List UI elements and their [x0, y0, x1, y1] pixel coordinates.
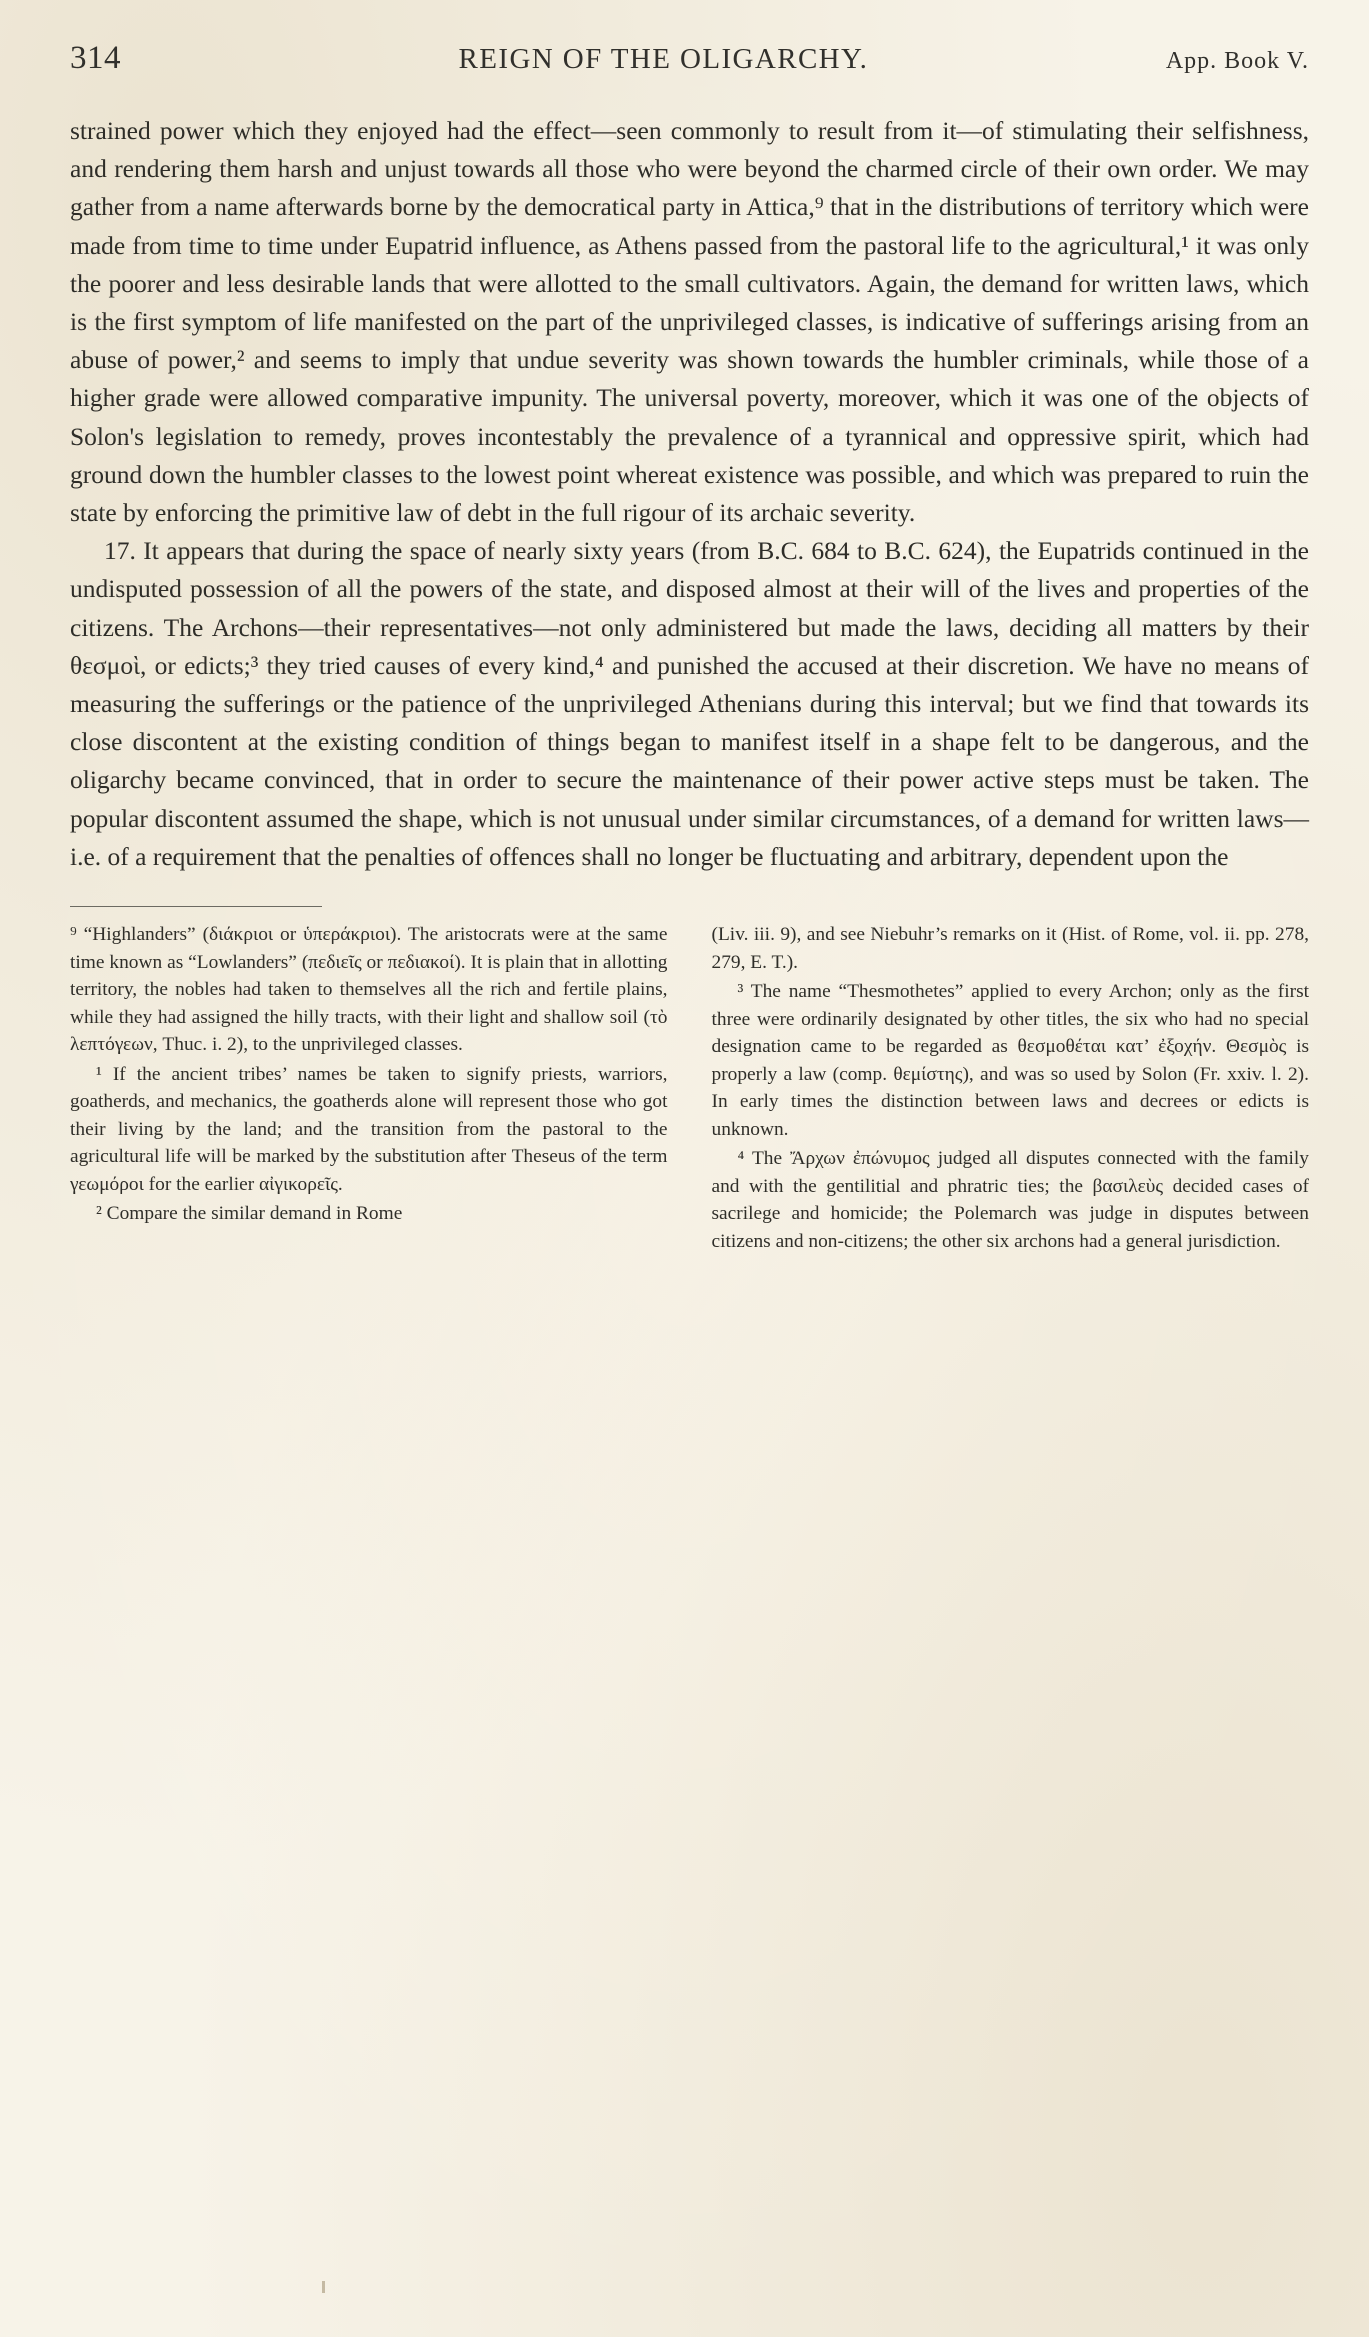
footnote-2-cont: (Liv. iii. 9), and see Niebuhr’s remarks on it (Hist. of Rome, vol. ii. pp. 278, 279, E. T.). [711, 924, 1309, 973]
footnote-rule [70, 906, 322, 907]
page-number: 314 [70, 40, 121, 76]
running-reference: App. Book V. [1165, 48, 1309, 74]
footnote-9: ⁹ “Highlanders” (διάκριοι or ὑπεράκριοι). The aristocrats were at the same time known as “Lowlanders” (πεδιεῖς or πεδιακοί). It is plain that in allotting territory, the nobles had taken to themselves all the rich and fertile plains, while they had assigned the hilly tracts, with their light and shallow soil (τὸ λεπτόγεων, Thuc. i. 2), to the unprivileged classes. [70, 924, 668, 1056]
footnote-1: ¹ If the ancient tribes’ names be taken to signify priests, warriors, goatherds, and mechanics, the goatherds alone will represent those who got their living by the land; and the transition from the pastoral to the agricultural life will be marked by the substitution after Theseus of the term γεωμόροι for the earlier αἰγικορεῖς. [70, 1063, 668, 1195]
footnote-4: ⁴ The Ἄρχων ἐπώνυμος judged all disputes connected with the family and with the gentilitial and phratric ties; the βασιλεὺς decided cases of sacrilege and homicide; the Polemarch was judge in disputes between citizens and non-citizens; the other six archons had a general jurisdiction. [711, 1148, 1309, 1252]
paragraph-2: 17. It appears that during the space of nearly sixty years (from B.C. 684 to B.C. 624), the Eupatrids continued in the undisputed possession of all the powers of the state, and disposed almost at their will of the lives and properties of the citizens. The Archons—their representatives—not only administered but made the laws, deciding all matters by their θεσμοὶ, or edicts;³ they tried causes of every kind,⁴ and punished the accused at their discretion. We have no means of measuring the sufferings or the patience of the unprivileged Athenians during this interval; but we find that towards its close discontent at the existing condition of things began to manifest itself in a shape felt to be dangerous, and the oligarchy became convinced, that in order to secure the maintenance of their power active steps must be taken. The popular discontent assumed the shape, which is not unusual under similar circumstances, of a demand for written laws—i.e. of a requirement that the penalties of offences shall no longer be fluctuating and arbitrary, dependent upon the [70, 536, 1309, 871]
footnote-column-left [70, 921, 668, 1255]
paper-speck [322, 2281, 325, 2293]
running-head [70, 40, 1309, 86]
footnote-block [70, 921, 1309, 1255]
body-text [70, 112, 1309, 876]
page-sheet [70, 40, 1309, 2307]
footnote-2: ² Compare the similar demand in Rome [96, 1203, 403, 1225]
running-title: REIGN OF THE OLIGARCHY. [458, 43, 869, 75]
footnote-column-right [712, 921, 1310, 1255]
footnote-3: ³ The name “Thesmothetes” applied to every Archon; only as the first three were ordinarily designated by other titles, the six who had no special designation came to be regarded as θεσμοθέται κατ’ ἐξοχήν. Θεσμὸς is properly a law (comp. θεμίστης), and was so used by Solon (Fr. xxiv. l. 2). In early times the distinction between laws and decrees or edicts is unknown. [711, 981, 1309, 1140]
paragraph-1: strained power which they enjoyed had the effect—seen commonly to result from it—of stimulating their selfishness, and rendering them harsh and unjust towards all those who were beyond the charmed circle of their own order. We may gather from a name afterwards borne by the democratical party in Attica,⁹ that in the distributions of territory which were made from time to time under Eupatrid influence, as Athens passed from the pastoral life to the agricultural,¹ it was only the poorer and less desirable lands that were allotted to the small cultivators. Again, the demand for written laws, which is the first symptom of life manifested on the part of the unprivileged classes, is indicative of sufferings arising from an abuse of power,² and seems to imply that undue severity was shown towards the humbler criminals, while those of a higher grade were allowed comparative impunity. The universal poverty, moreover, which it was one of the objects of Solon's legislation to remedy, proves incontestably the prevalence of a tyrannical and oppressive spirit, which had ground down the humbler classes to the lowest point whereat existence was possible, and which was prepared to ruin the state by enforcing the primitive law of debt in the full rigour of its archaic severity. [70, 116, 1309, 528]
